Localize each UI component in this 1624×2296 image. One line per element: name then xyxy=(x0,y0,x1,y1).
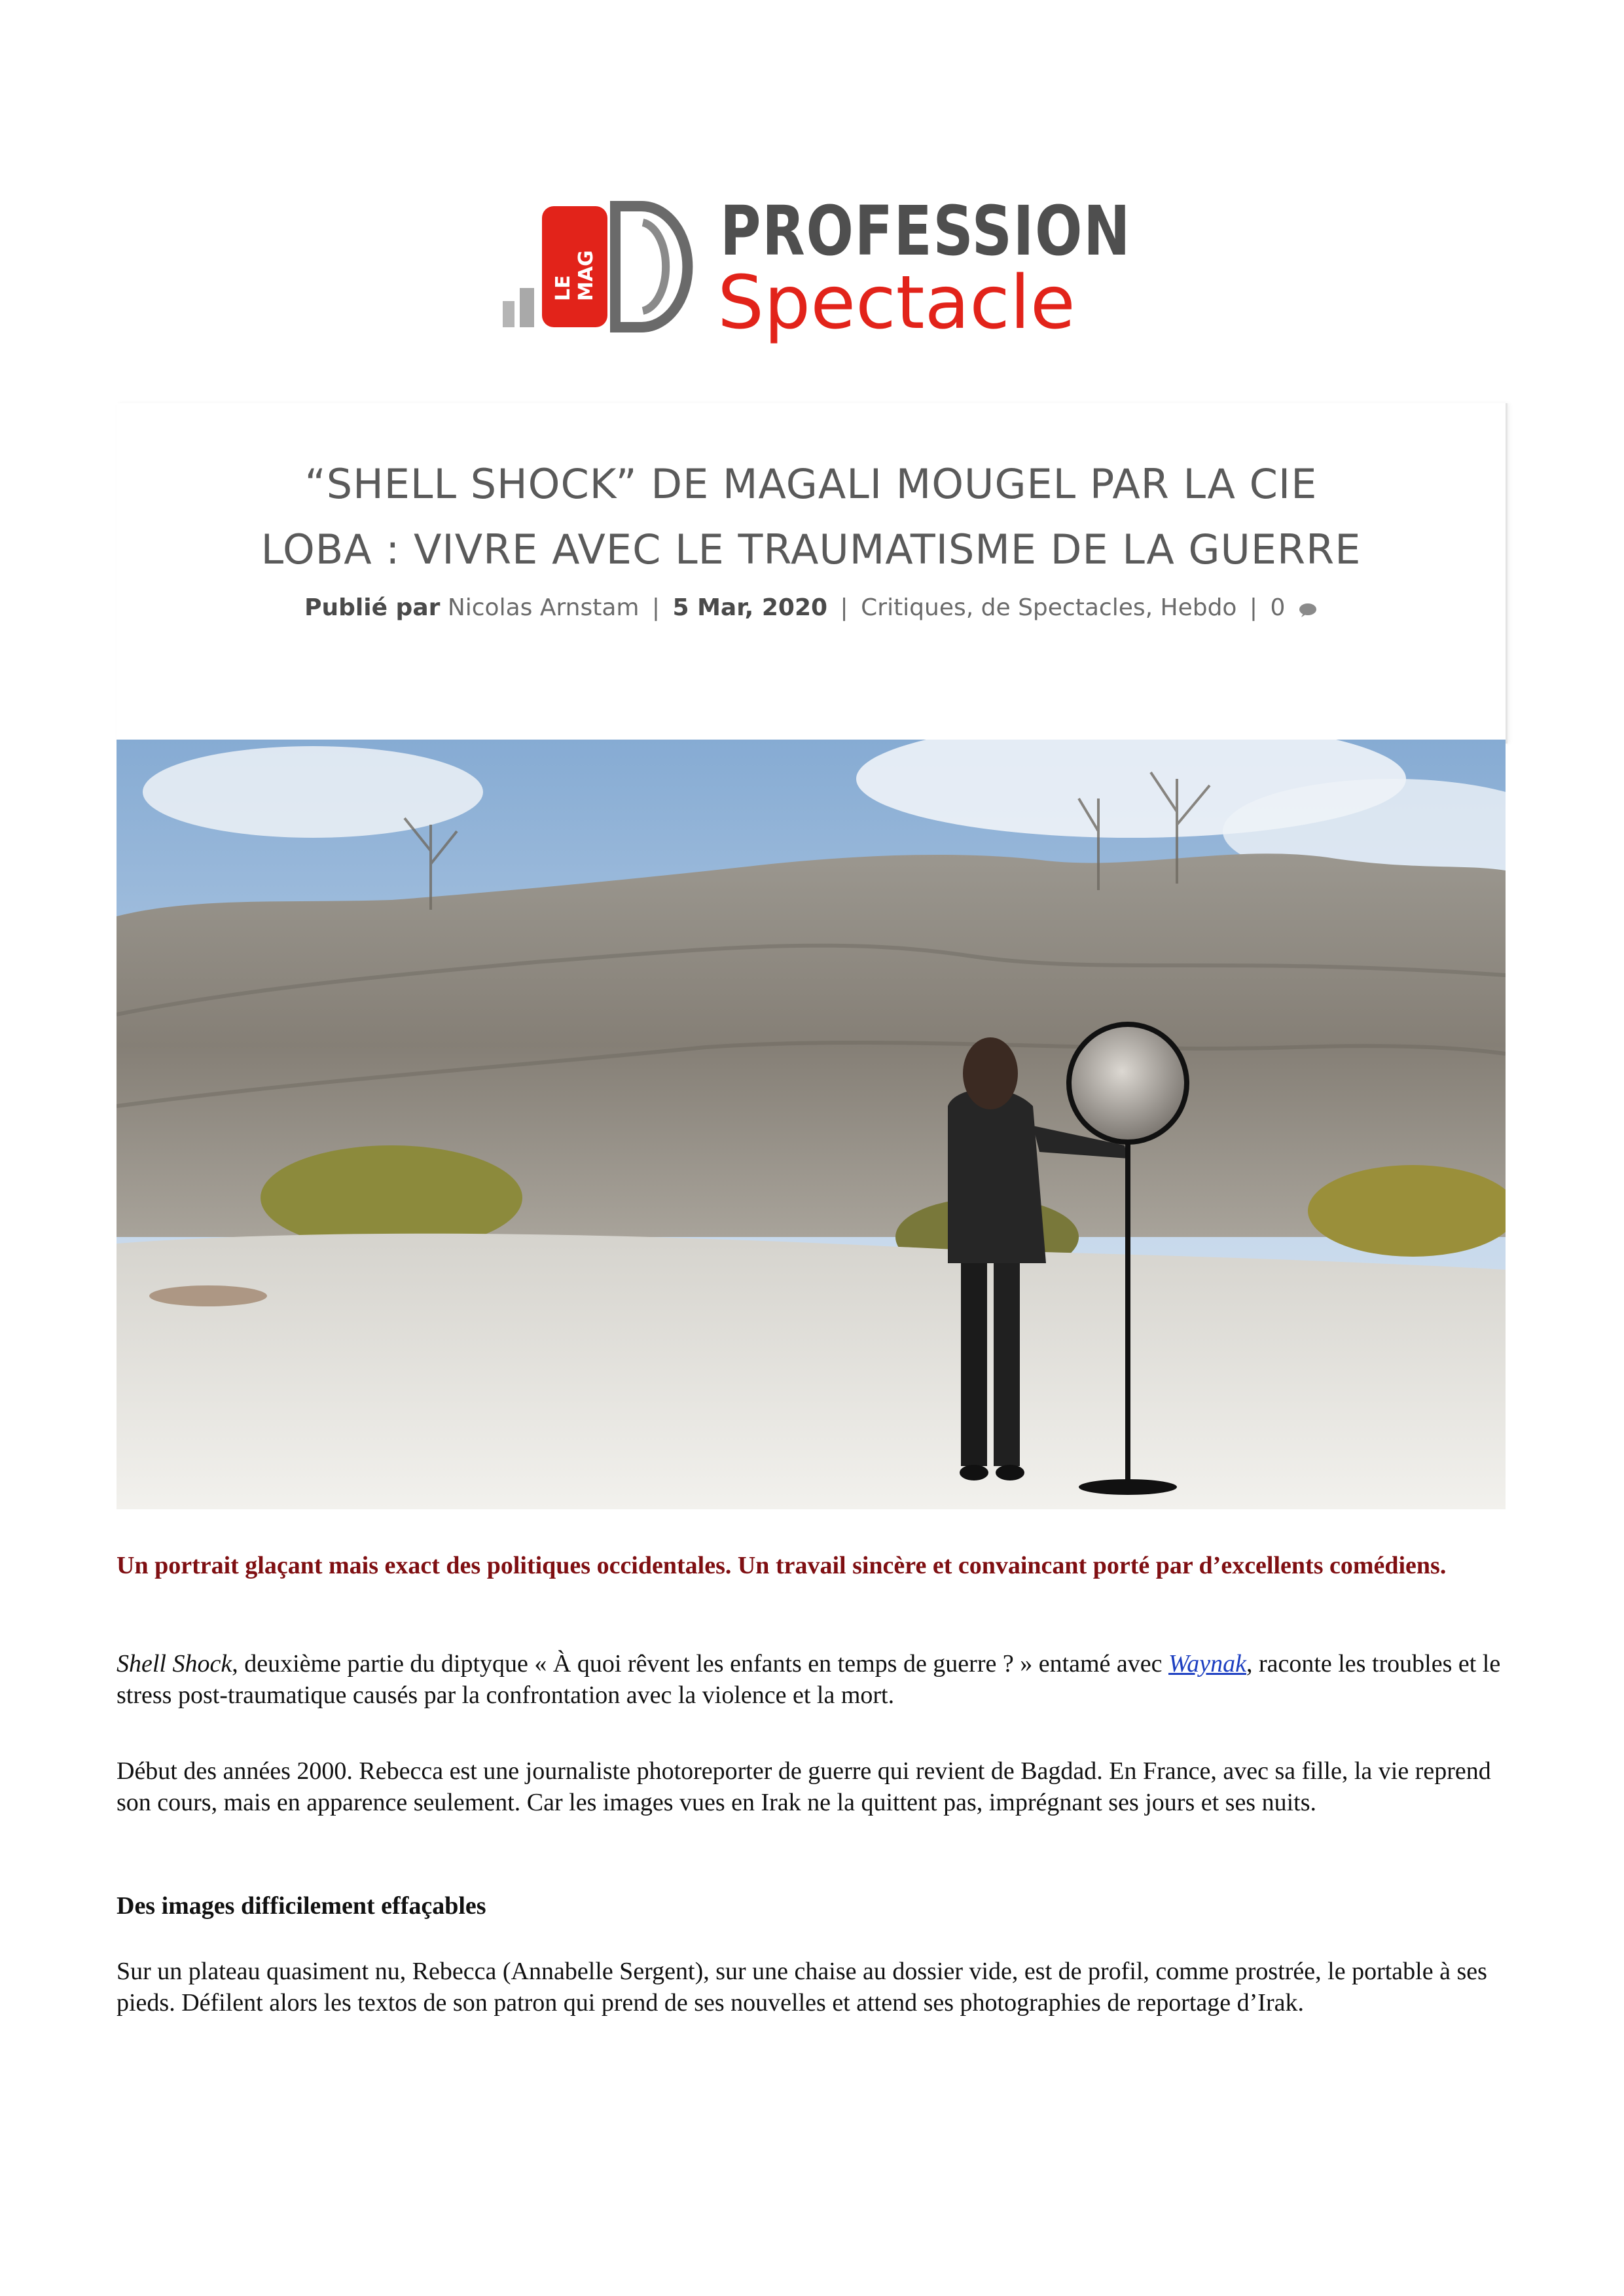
article-title-line-1: “SHELL SHOCK” DE MAGALI MOUGEL PAR LA CIE xyxy=(304,460,1318,508)
category-comma: , xyxy=(1145,594,1161,621)
comment-bubble-icon[interactable] xyxy=(1298,603,1318,617)
published-by-label: Publié par xyxy=(304,594,441,621)
article-paragraph-2: Début des années 2000. Rebecca est une journaliste photoreporter de guerre qui revient de Bagdad. En France, avec sa fille, la vie reprend son cours, mais en apparence seulement. Car les images vues en Irak ne la quittent pas, imprégnant ses jours et ses nuits. xyxy=(117,1757,1491,1816)
article-title-line-2: LOBA : VIVRE AVEC LE TRAUMATISME DE LA GUERRE xyxy=(261,526,1362,573)
meta-separator: | xyxy=(840,594,848,621)
author-link[interactable]: Nicolas Arnstam xyxy=(447,594,640,621)
article-meta xyxy=(117,594,1506,621)
show-title-italic: Shell Shock xyxy=(117,1650,232,1677)
logo-name-bottom: Spectacle xyxy=(717,260,1075,346)
logo-mag-label: LE MAG xyxy=(552,250,598,301)
article-subheading: Des images difficilement effaçables xyxy=(117,1892,486,1920)
article-title xyxy=(117,452,1506,583)
paragraph-1-text-a: , deuxième partie du diptyque « À quoi rêvent les enfants en temps de guerre ? » entamé avec xyxy=(232,1650,1169,1677)
logo-name-top: PROFESSION xyxy=(720,191,1132,271)
article-paragraph-1 xyxy=(117,1648,1508,1711)
comments-count-link[interactable]: 0 xyxy=(1270,594,1286,621)
hero-image xyxy=(117,740,1506,1509)
article-lead: Un portrait glaçant mais exact des politiques occidentales. Un travail sincère et convaincant porté par d’excellents comédiens. xyxy=(117,1552,1447,1579)
category-link-critiques[interactable]: Critiques, de Spectacles xyxy=(861,594,1146,621)
meta-separator: | xyxy=(651,594,660,621)
meta-separator: | xyxy=(1249,594,1258,621)
paragraph-1-text-b: , raconte les troubles et le stress post-traumatique causés par la confrontation avec la violence et la mort. xyxy=(117,1650,1501,1709)
category-link-hebdo[interactable]: Hebdo xyxy=(1160,594,1237,621)
publish-date: 5 Mar, 2020 xyxy=(672,594,828,621)
brand-logo[interactable] xyxy=(497,191,1132,360)
article-paragraph-3: Sur un plateau quasiment nu, Rebecca (Annabelle Sergent), sur une chaise au dossier vide, est de profil, comme prostrée, le portable à ses pieds. Défilent alors les textos de son patron qui prend de ses nouvelles et attend ses photographies de reportage d’Irak. xyxy=(117,1958,1487,2017)
waynak-link[interactable]: Waynak xyxy=(1168,1650,1246,1677)
